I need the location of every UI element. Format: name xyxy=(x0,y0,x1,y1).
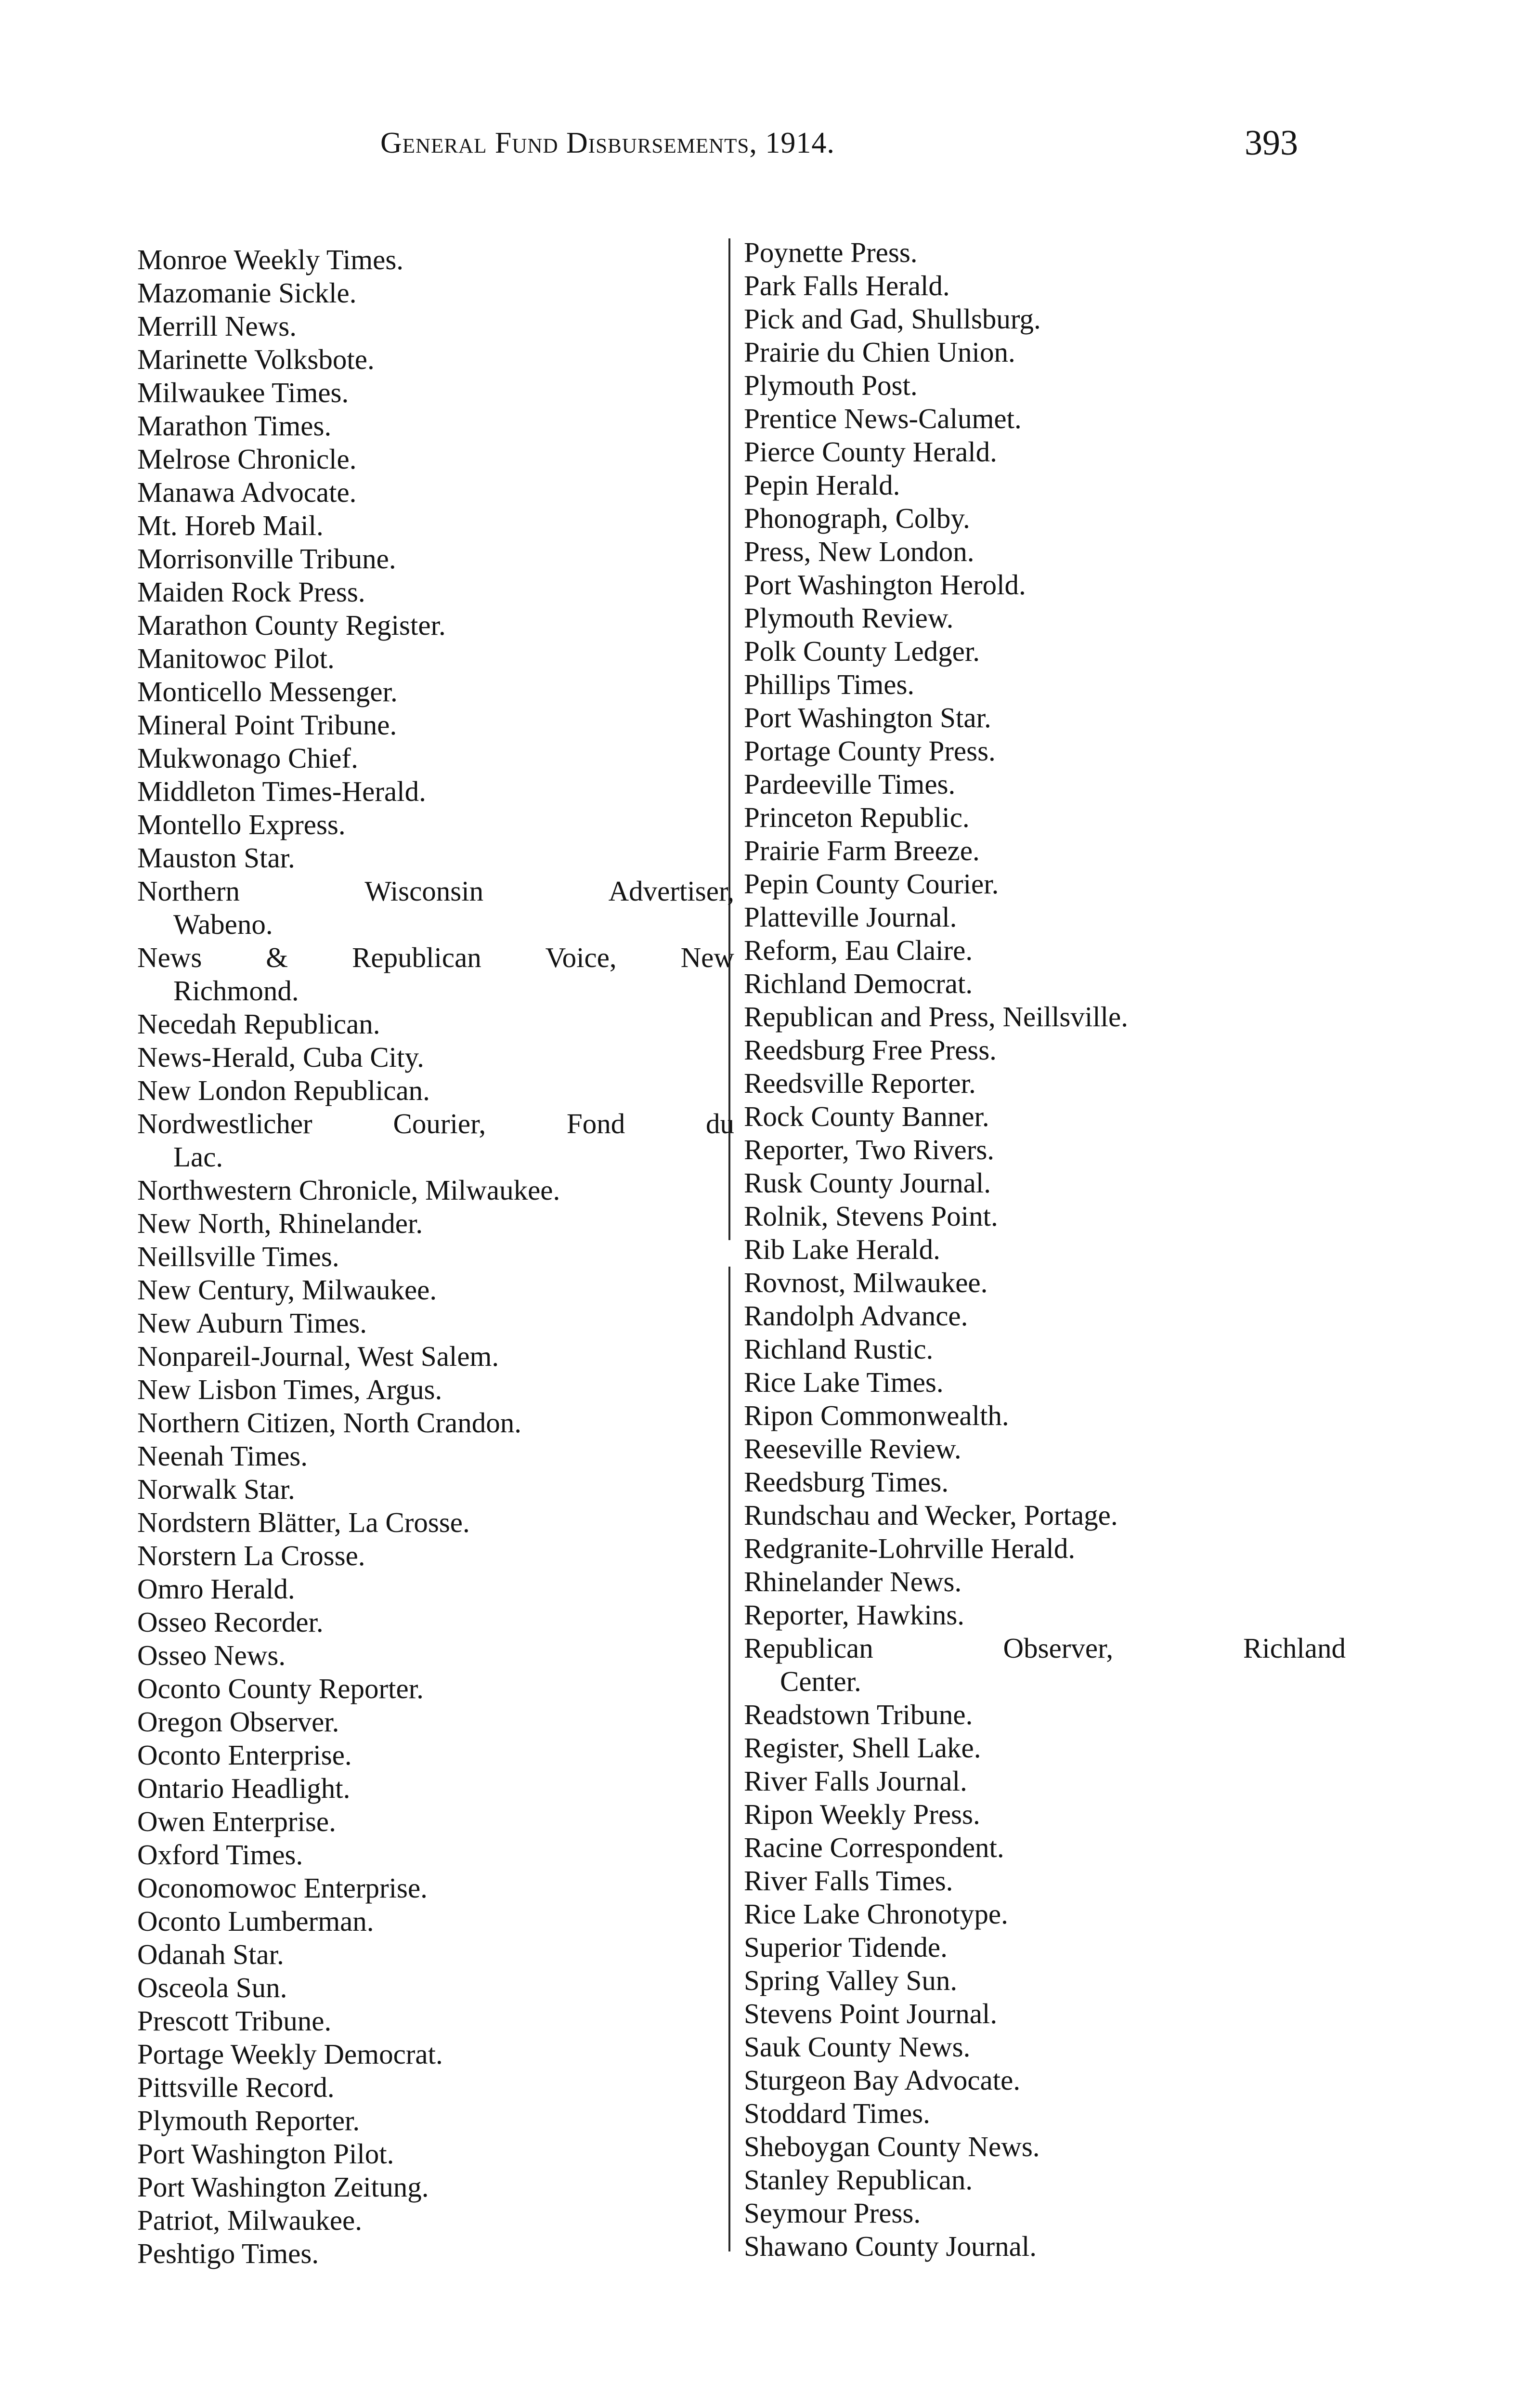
list-entry: Port Washington Zeitung. xyxy=(137,2171,429,2203)
list-entry: Plymouth Reporter. xyxy=(137,2105,360,2136)
list-entry: Reeseville Review. xyxy=(744,1433,961,1465)
list-entry: Reporter, Two Rivers. xyxy=(744,1134,995,1165)
list-entry: Stoddard Times. xyxy=(744,2097,930,2129)
list-entry: Randolph Advance. xyxy=(744,1300,968,1332)
list-entry: Oconomowoc Enterprise. xyxy=(137,1872,428,1904)
list-entry: Owen Enterprise. xyxy=(137,1806,336,1837)
page-number: 393 xyxy=(1245,123,1298,163)
list-entry: Stanley Republican. xyxy=(744,2164,973,2196)
list-entry: Oconto County Reporter. xyxy=(137,1673,424,1704)
list-entry: Pepin Herald. xyxy=(744,469,900,501)
list-entry: Sturgeon Bay Advocate. xyxy=(744,2064,1021,2096)
list-entry: Osceola Sun. xyxy=(137,1972,287,2003)
list-entry: Phonograph, Colby. xyxy=(744,502,970,534)
list-entry: Republican and Press, Neillsville. xyxy=(744,1001,1128,1033)
list-entry: Merrill News. xyxy=(137,310,297,342)
list-entry: Maiden Rock Press. xyxy=(137,576,365,608)
list-entry: Portage Weekly Democrat. xyxy=(137,2038,443,2070)
list-entry: New North, Rhinelander. xyxy=(137,1207,423,1239)
list-entry: Morrisonville Tribune. xyxy=(137,543,396,575)
list-entry: Omro Herald. xyxy=(137,1573,295,1605)
list-entry: Mt. Horeb Mail. xyxy=(137,510,324,541)
list-entry: Spring Valley Sun. xyxy=(744,1964,958,1996)
list-entry: Marathon County Register. xyxy=(137,609,446,641)
list-entry: Prescott Tribune. xyxy=(137,2005,332,2037)
list-entry: New Auburn Times. xyxy=(137,1307,367,1339)
list-entry: Odanah Star. xyxy=(137,1938,284,1970)
list-entry: Rovnost, Milwaukee. xyxy=(744,1267,988,1298)
list-entry: Northern Wisconsin Advertiser, xyxy=(137,875,734,907)
list-entry: Platteville Journal. xyxy=(744,901,957,933)
list-entry: Manitowoc Pilot. xyxy=(137,642,335,674)
list-entry: Polk County Ledger. xyxy=(744,635,980,667)
list-entry: Mineral Point Tribune. xyxy=(137,709,397,741)
list-entry: Republican Observer, Richland xyxy=(744,1632,1346,1664)
list-entry: Portage County Press. xyxy=(744,735,996,767)
list-entry: Richland Rustic. xyxy=(744,1333,934,1365)
list-entry: Plymouth Review. xyxy=(744,602,954,634)
list-entry: Sheboygan County News. xyxy=(744,2131,1040,2162)
running-head-title: General Fund Disbursements, 1914. xyxy=(380,127,835,159)
list-entry: Stevens Point Journal. xyxy=(744,1998,998,2029)
list-entry: Reform, Eau Claire. xyxy=(744,934,973,966)
list-entry: Marathon Times. xyxy=(137,410,332,442)
left-column-list xyxy=(137,243,734,2270)
list-entry: Wabeno. xyxy=(173,908,273,940)
list-entry: Northwestern Chronicle, Milwaukee. xyxy=(137,1174,560,1206)
list-entry: Monroe Weekly Times. xyxy=(137,244,404,275)
list-entry: Northern Citizen, North Crandon. xyxy=(137,1407,521,1439)
list-entry: Rock County Banner. xyxy=(744,1100,989,1132)
list-entry: Reedsville Reporter. xyxy=(744,1067,976,1099)
list-entry: Phillips Times. xyxy=(744,668,915,700)
list-entry: Princeton Republic. xyxy=(744,801,970,833)
list-entry: River Falls Times. xyxy=(744,1865,953,1897)
list-entry: Montello Express. xyxy=(137,809,346,840)
list-entry: Richmond. xyxy=(173,975,299,1007)
list-entry: Neillsville Times. xyxy=(137,1241,339,1272)
list-entry: Norstern La Crosse. xyxy=(137,1540,365,1571)
list-entry: Pittsville Record. xyxy=(137,2071,335,2103)
list-entry: Rice Lake Times. xyxy=(744,1366,944,1398)
list-entry: Prairie du Chien Union. xyxy=(744,336,1015,368)
list-entry: Port Washington Herold. xyxy=(744,569,1026,601)
list-entry: Middleton Times-Herald. xyxy=(137,775,426,807)
list-entry: Racine Correspondent. xyxy=(744,1832,1004,1863)
list-entry: Sauk County News. xyxy=(744,2031,971,2063)
list-entry: Rhinelander News. xyxy=(744,1566,962,1597)
list-entry: Melrose Chronicle. xyxy=(137,443,357,475)
list-entry: Patriot, Milwaukee. xyxy=(137,2204,362,2236)
list-entry: Norwalk Star. xyxy=(137,1473,295,1505)
list-entry: Poynette Press. xyxy=(744,236,918,268)
list-entry: Oregon Observer. xyxy=(137,1706,339,1738)
list-entry: Osseo News. xyxy=(137,1639,286,1671)
list-entry: Oconto Lumberman. xyxy=(137,1905,374,1937)
list-entry: Park Falls Herald. xyxy=(744,270,950,301)
list-entry: Monticello Messenger. xyxy=(137,676,398,707)
list-entry: River Falls Journal. xyxy=(744,1765,967,1797)
list-entry: Prentice News-Calumet. xyxy=(744,403,1022,434)
list-entry: Shawano County Journal. xyxy=(744,2230,1037,2262)
list-entry: Necedah Republican. xyxy=(137,1008,380,1040)
list-entry: Manawa Advocate. xyxy=(137,476,357,508)
list-entry: Neenah Times. xyxy=(137,1440,308,1472)
list-entry: Seymour Press. xyxy=(744,2197,921,2229)
list-entry: Rundschau and Wecker, Portage. xyxy=(744,1499,1118,1531)
list-entry: Reedsburg Free Press. xyxy=(744,1034,997,1066)
list-entry: New London Republican. xyxy=(137,1074,430,1106)
list-entry: Mukwonago Chief. xyxy=(137,742,358,774)
list-entry: Prairie Farm Breeze. xyxy=(744,835,980,866)
list-entry: Readstown Tribune. xyxy=(744,1699,973,1730)
list-entry: Pick and Gad, Shullsburg. xyxy=(744,303,1041,335)
list-entry: Reedsburg Times. xyxy=(744,1466,949,1498)
list-entry: Press, New London. xyxy=(744,536,974,567)
list-entry: Rib Lake Herald. xyxy=(744,1233,940,1265)
list-entry: Milwaukee Times. xyxy=(137,377,349,408)
list-entry: Richland Democrat. xyxy=(744,968,973,999)
list-entry: New Lisbon Times, Argus. xyxy=(137,1374,442,1405)
list-entry: Peshtigo Times. xyxy=(137,2238,319,2269)
list-entry: Pepin County Courier. xyxy=(744,868,999,900)
list-entry: Oxford Times. xyxy=(137,1839,303,1871)
list-entry: Plymouth Post. xyxy=(744,369,918,401)
list-entry: Superior Tidende. xyxy=(744,1931,948,1963)
list-entry: Pardeeville Times. xyxy=(744,768,956,800)
list-entry: Ripon Commonwealth. xyxy=(744,1400,1009,1431)
list-entry: Center. xyxy=(780,1665,861,1697)
list-entry: New Century, Milwaukee. xyxy=(137,1274,437,1306)
list-entry: Nonpareil-Journal, West Salem. xyxy=(137,1340,499,1372)
list-entry: News-Herald, Cuba City. xyxy=(137,1041,424,1073)
list-entry: Pierce County Herald. xyxy=(744,436,997,468)
list-entry: Marinette Volksbote. xyxy=(137,343,375,375)
list-entry: Nordstern Blätter, La Crosse. xyxy=(137,1506,470,1538)
list-entry: Rusk County Journal. xyxy=(744,1167,991,1199)
list-entry: Ripon Weekly Press. xyxy=(744,1798,980,1830)
list-entry: Oconto Enterprise. xyxy=(137,1739,352,1771)
list-entry: Osseo Recorder. xyxy=(137,1606,324,1638)
list-entry: Redgranite-Lohrville Herald. xyxy=(744,1532,1076,1564)
list-entry: Rolnik, Stevens Point. xyxy=(744,1200,998,1232)
right-column-list xyxy=(744,236,1346,2263)
list-entry: Nordwestlicher Courier, Fond du xyxy=(137,1108,734,1139)
list-entry: Rice Lake Chronotype. xyxy=(744,1898,1008,1930)
list-entry: Register, Shell Lake. xyxy=(744,1732,981,1764)
list-entry: Mauston Star. xyxy=(137,842,295,874)
list-entry: Mazomanie Sickle. xyxy=(137,277,357,309)
list-entry: News & Republican Voice, New xyxy=(137,942,734,973)
list-entry: Port Washington Star. xyxy=(744,702,991,733)
list-entry: Port Washington Pilot. xyxy=(137,2138,394,2170)
list-entry: Reporter, Hawkins. xyxy=(744,1599,965,1631)
list-entry: Lac. xyxy=(173,1141,223,1173)
list-entry: Ontario Headlight. xyxy=(137,1772,351,1804)
